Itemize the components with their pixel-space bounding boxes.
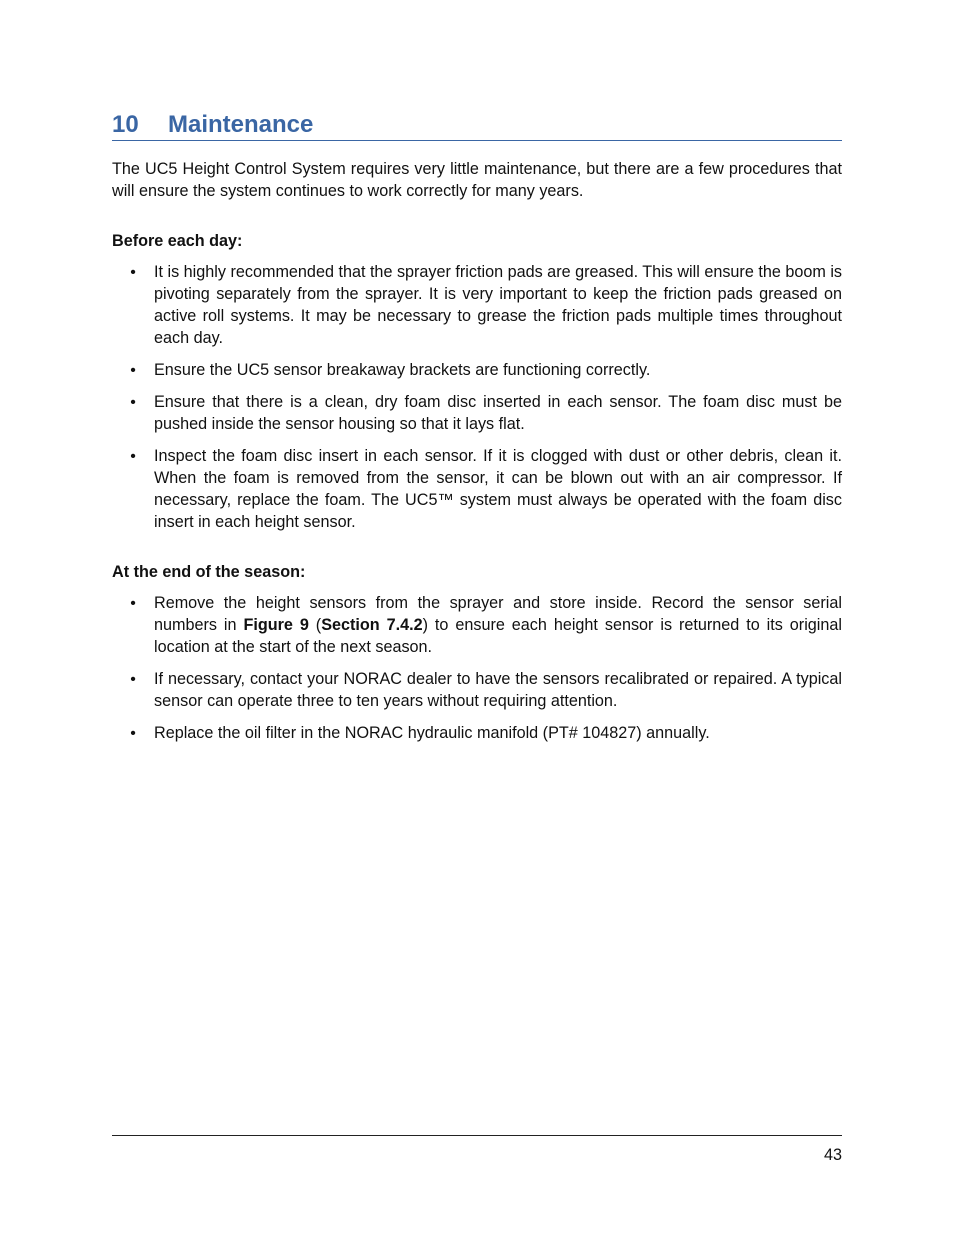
season-list xyxy=(112,593,842,745)
bullet-icon: • xyxy=(130,264,136,282)
bullet-icon: • xyxy=(130,448,136,466)
section-reference: Section 7.4.2 xyxy=(321,616,423,635)
list-item xyxy=(112,669,842,713)
section-title: Maintenance xyxy=(168,111,314,138)
list-item xyxy=(112,262,842,349)
section-number: 10 xyxy=(112,111,139,138)
list-item xyxy=(112,723,842,745)
list-item-text: Replace the oil filter in the NORAC hydraulic manifold (PT# 104827) annually. xyxy=(154,724,710,743)
page-number: 43 xyxy=(823,1146,842,1164)
list-item xyxy=(112,392,842,436)
figure-reference: Figure 9 xyxy=(243,616,309,635)
bullet-icon: • xyxy=(130,725,136,743)
list-item-text: Ensure the UC5 sensor breakaway brackets are functioning correctly. xyxy=(154,361,651,380)
footer-divider xyxy=(112,1135,842,1136)
text-run: Remove the height sensors from the sprayer and store inside. Record the sensor serial numbers in xyxy=(154,594,842,635)
list-item-text xyxy=(154,594,842,656)
list-item-text: It is highly recommended that the sprayer friction pads are greased. This will ensure the boom is pivoting separately from the sprayer. It is very important to keep the friction pads greased on active roll systems. It may be necessary to grease the friction pads multiple times throughout each day. xyxy=(154,263,843,347)
bullet-icon: • xyxy=(130,362,136,380)
season-heading: At the end of the season: xyxy=(112,562,306,581)
page-content xyxy=(112,110,842,756)
daily-list xyxy=(112,262,842,533)
text-run: ( xyxy=(308,616,322,635)
list-item xyxy=(112,446,842,533)
list-item-text: Inspect the foam disc insert in each sensor. If it is clogged with dust or other debris, clean it. When the foam is removed from the sensor, it can be blown out with an air compressor. If necessary, replace the foam. The UC5™ system must always be operated with the foam disc insert in each height sensor. xyxy=(154,447,842,531)
bullet-icon: • xyxy=(130,671,136,689)
daily-heading: Before each day: xyxy=(112,231,243,250)
text-run: ) to ensure each height sensor is returned to its original location at the start of the next season. xyxy=(154,616,842,657)
list-item-text: Ensure that there is a clean, dry foam disc inserted in each sensor. The foam disc must be pushed inside the sensor housing so that it lays flat. xyxy=(154,393,842,434)
bullet-icon: • xyxy=(130,394,136,412)
intro-paragraph: The UC5 Height Control System requires very little maintenance, but there are a few procedures that will ensure the system continues to work correctly for many years. xyxy=(112,160,842,200)
bullet-icon: • xyxy=(130,595,136,613)
section-heading xyxy=(112,110,842,141)
list-item xyxy=(112,593,842,658)
list-item xyxy=(112,360,842,382)
list-item-text: If necessary, contact your NORAC dealer to have the sensors recalibrated or repaired. A typical sensor can operate three to ten years without requiring attention. xyxy=(154,670,842,711)
